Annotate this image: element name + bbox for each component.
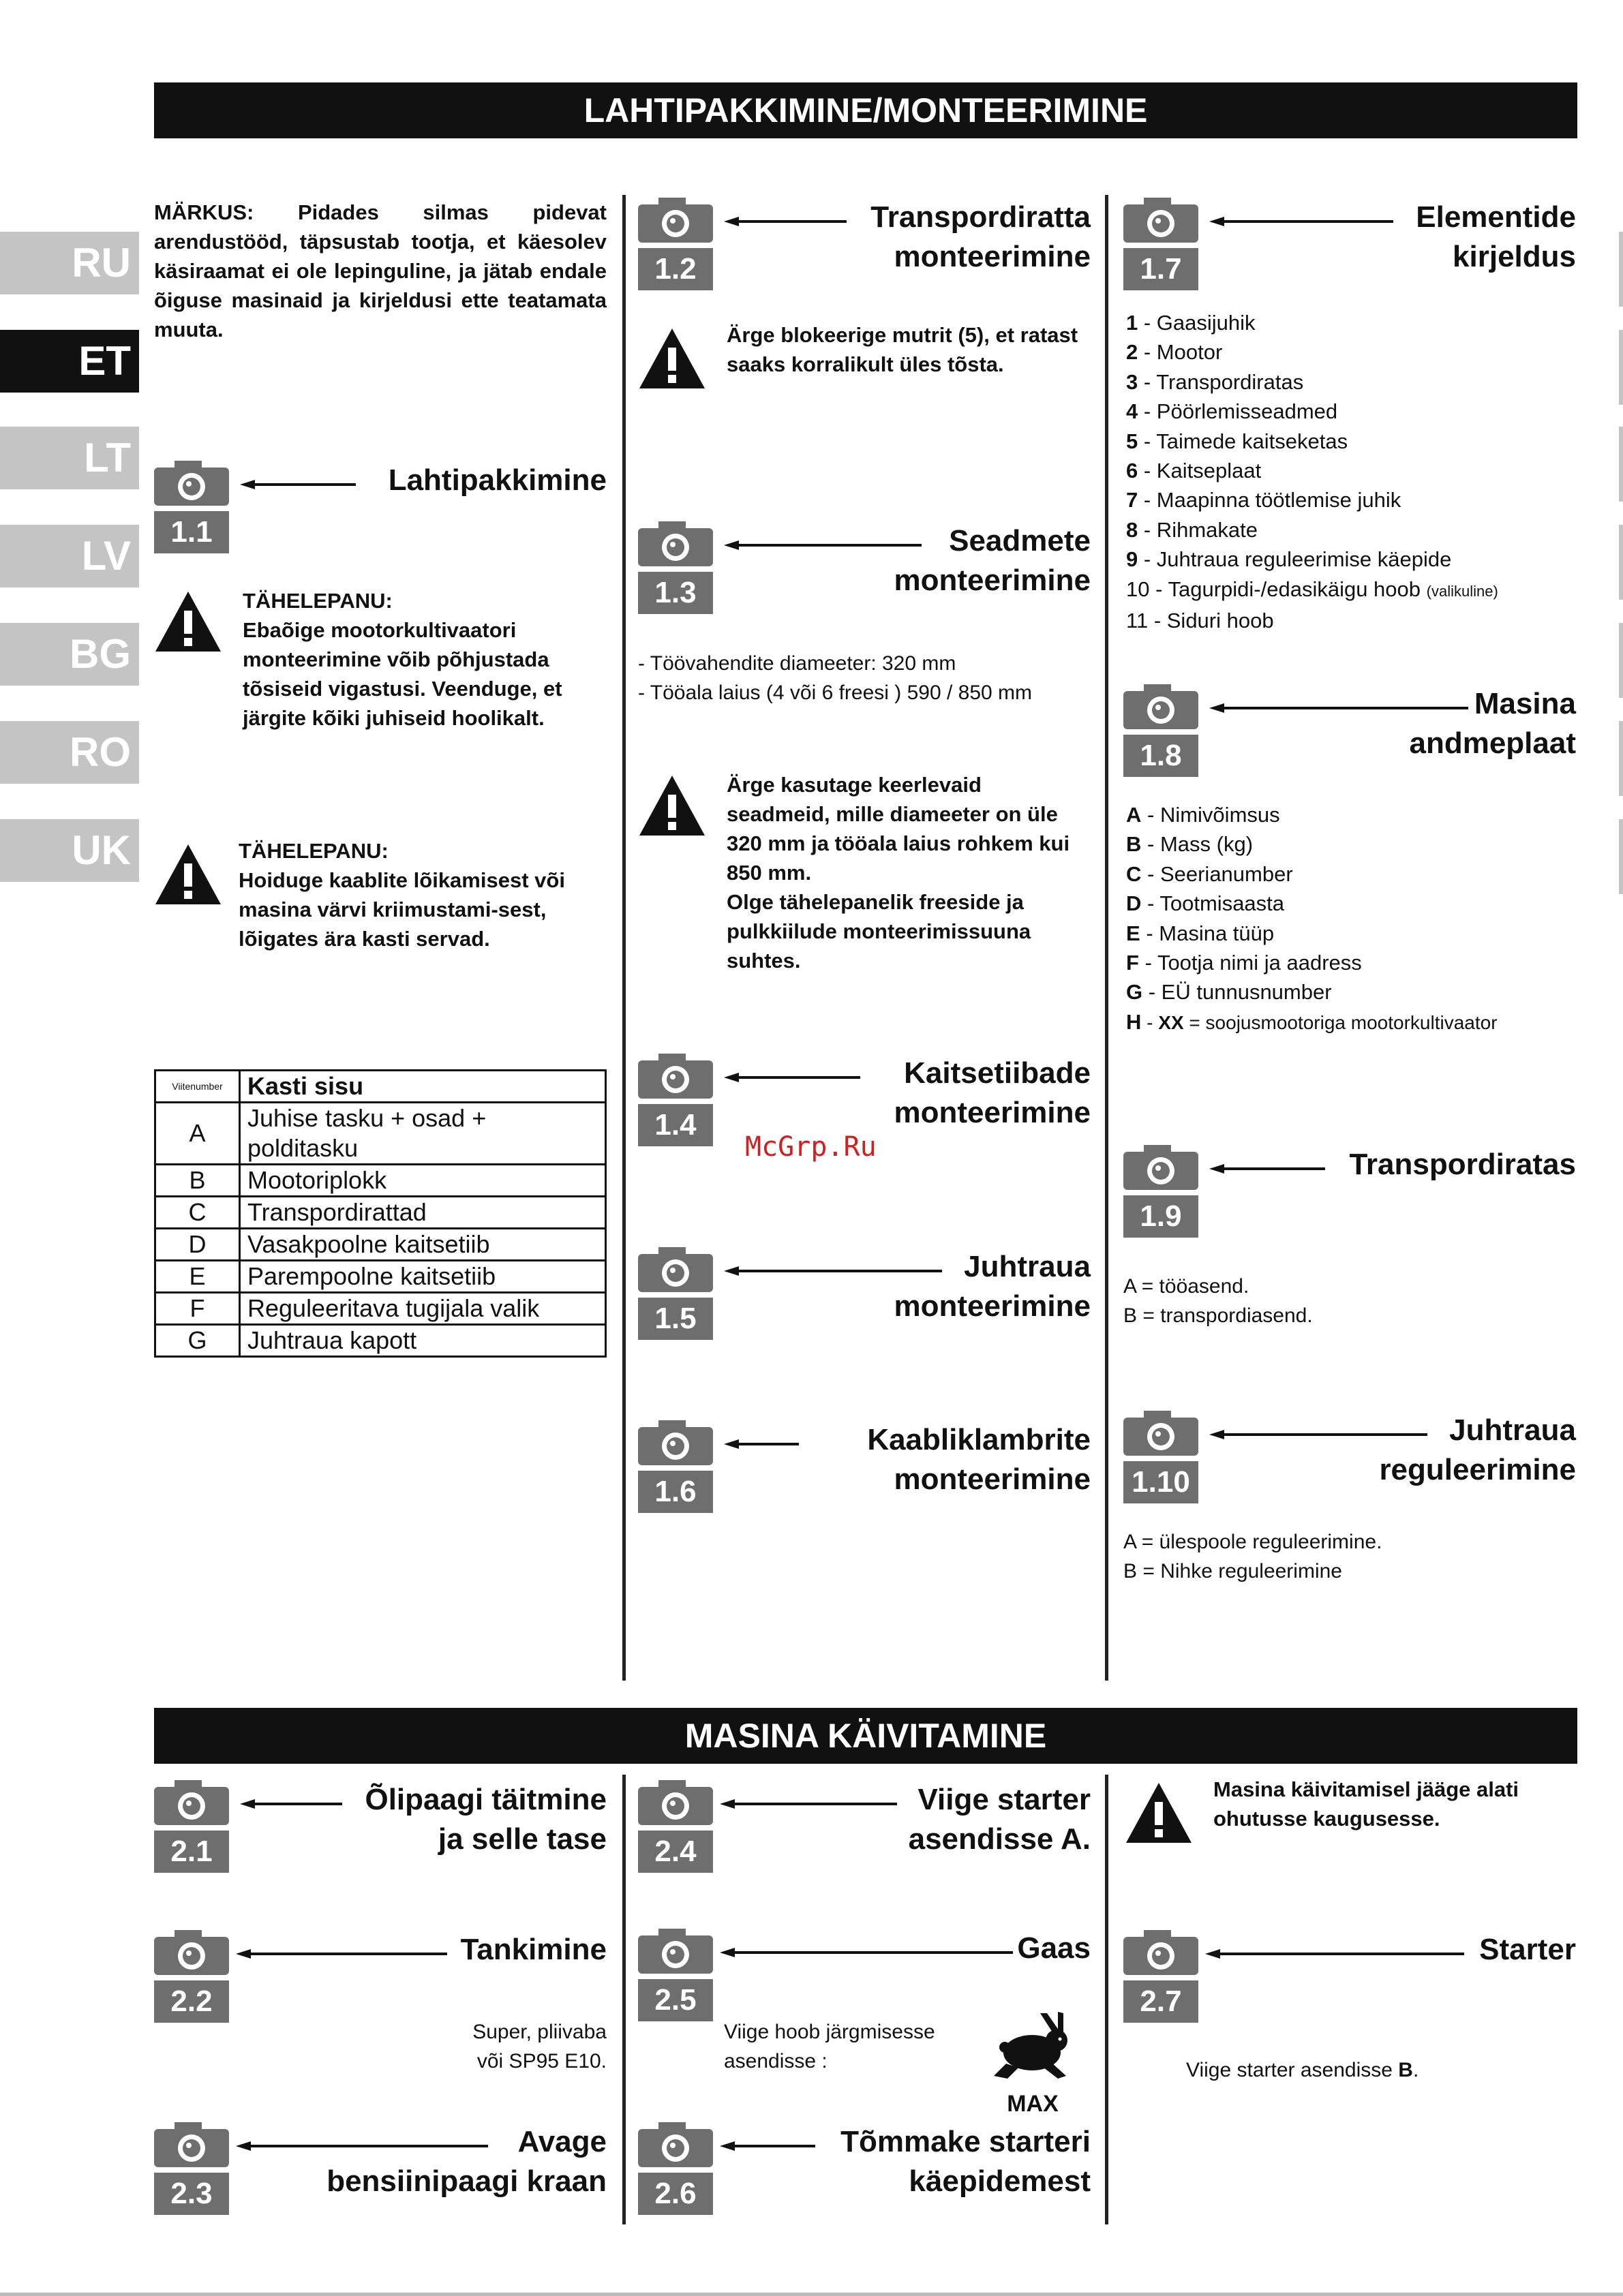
- list-item: [1126, 308, 1590, 337]
- arrow-left-icon: [724, 1439, 799, 1449]
- arrow-left-icon: [236, 1949, 447, 1959]
- list-text: - Gaasijuhik: [1143, 311, 1256, 335]
- warning-icon: [154, 590, 222, 653]
- camera-icon: [1123, 1930, 1198, 1975]
- list-key: B: [1126, 832, 1142, 857]
- camera-icon: [154, 1930, 229, 1975]
- warning-heading: TÄHELEPANU:: [243, 589, 393, 613]
- list-text: - Siduri hoob: [1153, 609, 1274, 633]
- figure-number: 1.8: [1123, 735, 1198, 777]
- figure-number: 2.2: [154, 1980, 229, 2023]
- table-cell-text: Juhtraua kapott: [240, 1325, 606, 1357]
- figure-title: Tankimine: [460, 1933, 607, 1966]
- spec-width: - Tööala laius (4 või 6 freesi ) 590 / 850 mm: [638, 682, 1033, 704]
- table-header-row: [155, 1071, 606, 1103]
- list-key: 10: [1126, 577, 1150, 601]
- list-item: [1126, 456, 1590, 485]
- lang-tab-lv[interactable]: LV: [0, 525, 139, 587]
- camera-icon: [154, 461, 229, 506]
- right-edge-tab: [1619, 427, 1623, 502]
- list-key: 3: [1126, 369, 1138, 394]
- right-edge-tab: [1619, 623, 1623, 698]
- lang-tab-lt[interactable]: LT: [0, 427, 139, 489]
- arrow-left-icon: [240, 1799, 342, 1809]
- figure-number: 1.6: [638, 1471, 713, 1513]
- list-key: 8: [1126, 517, 1138, 542]
- lang-tab-et[interactable]: ET: [0, 330, 139, 393]
- list-text: - EÜ tunnusnumber: [1148, 980, 1332, 1005]
- warning-icon: [1125, 1781, 1193, 1844]
- list-key: 2: [1126, 340, 1138, 365]
- list-key: H: [1126, 1009, 1142, 1034]
- table-cell-text: Transpordirattad: [240, 1197, 606, 1229]
- column-divider: [1105, 1775, 1108, 2224]
- figure-2-3: [154, 2122, 607, 2231]
- warning-text: Hoiduge kaablite lõikamisest või masina värvi kriimustami-sest, lõigates ära kasti servad.: [239, 868, 565, 951]
- table-cell-text: Juhise tasku + osad + polditasku: [240, 1103, 606, 1165]
- column-divider: [622, 1775, 626, 2224]
- list-item: [1126, 485, 1590, 515]
- figure-number: 2.1: [154, 1831, 229, 1873]
- list-item: [1126, 545, 1590, 574]
- list-text: -: [1147, 1011, 1159, 1033]
- arrow-left-icon: [1209, 217, 1393, 226]
- table-row: [155, 1165, 606, 1197]
- arrow-left-icon: [1205, 1949, 1464, 1959]
- list-key: 6: [1126, 459, 1138, 483]
- figure-1-10: [1123, 1411, 1576, 1520]
- camera-icon: [638, 1780, 713, 1825]
- table-cell-ref: B: [155, 1165, 240, 1197]
- list-key: 9: [1126, 547, 1138, 572]
- camera-icon: [154, 2122, 229, 2167]
- warning-text: Ärge kasutage keerlevaid seadmeid, mille diameeter on üle 320 mm ja tööala laius rohkem kui 850 mm.: [727, 773, 1070, 885]
- arrow-left-icon: [724, 540, 922, 550]
- arrow-left-icon: [720, 1799, 897, 1809]
- camera-icon: [638, 1247, 713, 1292]
- warning-text: Ärge blokeerige mutrit (5), et ratast saaks korralikult üles tõsta.: [727, 323, 1078, 376]
- figure-number: 1.9: [1123, 1195, 1198, 1238]
- warning-text: Olge tähelepanelik freeside ja pulkkiilude monteerimissuuna suhtes.: [727, 890, 1031, 973]
- list-text: - Rihmakate: [1143, 517, 1258, 542]
- list-key: 5: [1126, 429, 1138, 453]
- figure-1-3: [638, 521, 1091, 630]
- section-banner-unpacking: LAHTIPAKKIMINE/MONTEERIMINE: [154, 82, 1577, 138]
- max-label: MAX: [1007, 2091, 1059, 2117]
- list-item: [1126, 800, 1590, 829]
- page-bottom-rule: [0, 2293, 1623, 2296]
- disclaimer-note: MÄRKUS: Pidades silmas pidevat arendustööd, täpsustab tootja, et käesolev käsiraamat ei ole lepinguline, ja jätab endale õiguse masinaid ja kirjeldusi ette teatamata muuta.: [154, 200, 607, 341]
- arrow-left-icon: [724, 217, 847, 226]
- table-row: [155, 1229, 606, 1261]
- figure-title: Masina andmeplaat: [1409, 687, 1576, 760]
- figure-number: 1.5: [638, 1298, 713, 1340]
- table-cell-text: Reguleeritava tugijala valik: [240, 1293, 606, 1325]
- list-item: [1126, 515, 1590, 545]
- lang-tab-uk[interactable]: UK: [0, 819, 139, 882]
- warning-text: Ebaõige mootorkultivaatori monteerimine võib põhjustada tõsiseid vigastusi. Veenduge, et järgite kõiki juhiseid hoolikalt.: [243, 618, 562, 730]
- watermark: McGrp.Ru: [745, 1131, 877, 1163]
- list-item: [1126, 948, 1590, 977]
- elements-list: [1126, 308, 1590, 635]
- figure-title: Viige starter asendisse A.: [908, 1783, 1091, 1856]
- starter-note: [1186, 2055, 1581, 2085]
- list-item: [1126, 859, 1590, 889]
- list-item: [1126, 829, 1590, 859]
- table-cell-ref: D: [155, 1229, 240, 1261]
- right-edge-tab: [1619, 232, 1623, 307]
- figure-2-6: [638, 2122, 1091, 2231]
- right-edge-tab: [1619, 330, 1623, 405]
- list-item: [1126, 606, 1590, 635]
- figure-2-7: [1123, 1930, 1576, 2039]
- figure-number: 2.4: [638, 1831, 713, 1873]
- arrow-left-icon: [724, 1073, 860, 1082]
- table-row: [155, 1197, 606, 1229]
- figure-number: 2.7: [1123, 1980, 1198, 2023]
- list-key: C: [1126, 861, 1142, 886]
- figure-number: 2.3: [154, 2173, 229, 2215]
- table-cell-ref: G: [155, 1325, 240, 1357]
- list-text: - Taimede kaitseketas: [1143, 429, 1348, 453]
- list-key: F: [1126, 951, 1139, 975]
- handlebar-adjust-b: B = Nihke reguleerimine: [1123, 1560, 1342, 1582]
- safety-warning: Masina käivitamisel jääge alati ohutusse kaugusesse.: [1213, 1777, 1519, 1831]
- transport-wheel-a: A = tööasend.: [1123, 1275, 1249, 1298]
- list-item: [1126, 427, 1590, 456]
- table-cell-ref: C: [155, 1197, 240, 1229]
- figure-1-5: [638, 1247, 1091, 1356]
- table-cell-ref: A: [155, 1103, 240, 1165]
- list-item: [1126, 977, 1590, 1007]
- figure-title: Gaas: [1017, 1931, 1091, 1965]
- list-text-tail: = soojusmootoriga mootorkultivaator: [1183, 1011, 1498, 1033]
- list-text: - Mass (kg): [1147, 832, 1254, 857]
- warning-icon: [154, 843, 222, 906]
- figure-title: Lahtipakkimine: [388, 463, 607, 497]
- figure-title: Transpordiratas: [1349, 1148, 1576, 1181]
- figure-title: Õlipaagi täitmine ja selle tase: [365, 1783, 607, 1856]
- list-key: 7: [1126, 488, 1138, 512]
- data-plate-list: [1126, 800, 1590, 1037]
- table-cell-text: Parempoolne kaitsetiib: [240, 1261, 606, 1293]
- figure-title: Tõmmake starteri käepidemest: [840, 2125, 1091, 2198]
- list-item: [1126, 889, 1590, 918]
- throttle-note: Viige hoob järgmisesse asendisse :: [724, 2021, 935, 2072]
- figure-1-9: [1123, 1145, 1576, 1254]
- column-divider: [1105, 195, 1108, 1681]
- list-key: E: [1126, 921, 1140, 945]
- camera-icon: [638, 521, 713, 566]
- list-key: 4: [1126, 399, 1138, 424]
- list-key: 11: [1126, 609, 1149, 633]
- warning-icon: [638, 774, 706, 837]
- figure-title: Transpordiratta monteerimine: [870, 200, 1091, 273]
- table-header-contents: Kasti sisu: [240, 1071, 606, 1103]
- figure-title: Kaitsetiibade monteerimine: [894, 1056, 1091, 1129]
- figure-1-8: [1123, 684, 1576, 793]
- table-row: [155, 1325, 606, 1357]
- list-item: [1126, 919, 1590, 948]
- list-text-bold: XX: [1158, 1011, 1184, 1033]
- lang-tab-ru[interactable]: RU: [0, 232, 139, 294]
- camera-icon: [1123, 1145, 1198, 1190]
- table-row: [155, 1261, 606, 1293]
- list-text: - Juhtraua reguleerimise käepide: [1143, 547, 1452, 572]
- table-row: [155, 1293, 606, 1325]
- camera-icon: [638, 1054, 713, 1099]
- list-text: - Pöörlemisseadmed: [1143, 399, 1338, 424]
- list-key: 1: [1126, 311, 1138, 335]
- list-key: D: [1126, 891, 1142, 916]
- list-text: - Nimivõimsus: [1147, 803, 1280, 827]
- figure-number: 2.5: [638, 1979, 713, 2021]
- figure-title: Juhtraua reguleerimine: [1379, 1413, 1576, 1486]
- figure-number: 1.4: [638, 1104, 713, 1146]
- camera-icon: [1123, 1411, 1198, 1456]
- camera-icon: [638, 1929, 713, 1974]
- arrow-left-icon: [240, 480, 356, 489]
- list-text: - Tagurpidi-/edasikäigu hoob: [1155, 577, 1421, 601]
- list-note: (valikuline): [1426, 582, 1498, 600]
- figure-number: 1.1: [154, 511, 229, 553]
- table-header-ref: Viitenumber: [155, 1071, 240, 1103]
- figure-title: Juhtraua monteerimine: [894, 1250, 1091, 1323]
- fuel-note-line2: või SP95 E10.: [476, 2050, 607, 2072]
- arrow-left-icon: [1209, 1164, 1325, 1174]
- rabbit-icon: [992, 2010, 1073, 2081]
- figure-number: 1.2: [638, 248, 713, 290]
- camera-icon: [1123, 684, 1198, 729]
- spec-diameter: - Töövahendite diameeter: 320 mm: [638, 652, 956, 675]
- camera-icon: [1123, 198, 1198, 243]
- list-text: - Seerianumber: [1147, 861, 1293, 886]
- list-text: - Maapinna töötlemise juhik: [1143, 488, 1401, 512]
- figure-2-4: [638, 1780, 1091, 1889]
- warning-icon: [638, 327, 706, 390]
- figure-1-6: [638, 1420, 1091, 1529]
- figure-1-7: [1123, 198, 1576, 307]
- figure-number: 1.10: [1123, 1461, 1198, 1503]
- list-key: A: [1126, 803, 1142, 827]
- list-text: - Kaitseplaat: [1143, 459, 1262, 483]
- list-item: [1126, 1007, 1590, 1037]
- list-text: - Masina tüüp: [1146, 921, 1275, 945]
- arrow-left-icon: [720, 2141, 815, 2151]
- starter-note-suffix: .: [1412, 2059, 1419, 2081]
- table-cell-ref: E: [155, 1261, 240, 1293]
- list-key: G: [1126, 980, 1143, 1005]
- list-item: [1126, 367, 1590, 397]
- handlebar-adjust-a: A = ülespoole reguleerimine.: [1123, 1531, 1382, 1553]
- transport-wheel-b: B = transpordiasend.: [1123, 1304, 1313, 1327]
- right-edge-tab: [1619, 819, 1623, 894]
- figure-number: 2.6: [638, 2173, 713, 2215]
- camera-icon: [154, 1780, 229, 1825]
- figure-title: Avage bensiinipaagi kraan: [327, 2125, 607, 2198]
- figure-number: 1.3: [638, 572, 713, 614]
- list-item: [1126, 397, 1590, 426]
- warning-heading: TÄHELEPANU:: [239, 839, 389, 863]
- fuel-note-line1: Super, pliivaba: [472, 2021, 607, 2043]
- list-text: - Tootja nimi ja aadress: [1144, 951, 1362, 975]
- figure-1-1: [154, 461, 607, 570]
- figure-1-2: [638, 198, 1091, 307]
- camera-icon: [638, 198, 713, 243]
- figure-title: Elementide kirjeldus: [1416, 200, 1576, 273]
- camera-icon: [638, 1420, 713, 1465]
- lang-tab-ro[interactable]: RO: [0, 721, 139, 784]
- lang-tab-bg[interactable]: BG: [0, 623, 139, 686]
- column-divider: [622, 195, 626, 1681]
- list-text: - Mootor: [1143, 340, 1223, 365]
- list-text: - Tootmisaasta: [1147, 891, 1285, 916]
- table-row: [155, 1103, 606, 1165]
- list-text: - Transpordiratas: [1143, 369, 1304, 394]
- figure-title: Starter: [1479, 1933, 1576, 1966]
- figure-title: Kaabliklambrite monteerimine: [867, 1423, 1091, 1496]
- figure-2-1: [154, 1780, 607, 1889]
- arrow-left-icon: [720, 1948, 1013, 1957]
- table-cell-text: Mootoriplokk: [240, 1165, 606, 1197]
- starter-note-position: B: [1398, 2059, 1413, 2081]
- list-item: [1126, 575, 1590, 606]
- starter-note-prefix: Viige starter asendisse: [1186, 2059, 1399, 2081]
- table-cell-text: Vasakpoolne kaitsetiib: [240, 1229, 606, 1261]
- camera-icon: [638, 2122, 713, 2167]
- box-contents-table: [154, 1069, 607, 1358]
- figure-title: Seadmete monteerimine: [894, 524, 1091, 597]
- list-item: [1126, 337, 1590, 367]
- section-banner-starting: MASINA KÄIVITAMINE: [154, 1708, 1577, 1764]
- figure-number: 1.7: [1123, 248, 1198, 290]
- table-cell-ref: F: [155, 1293, 240, 1325]
- right-edge-tab: [1619, 721, 1623, 796]
- right-edge-tab: [1619, 525, 1623, 600]
